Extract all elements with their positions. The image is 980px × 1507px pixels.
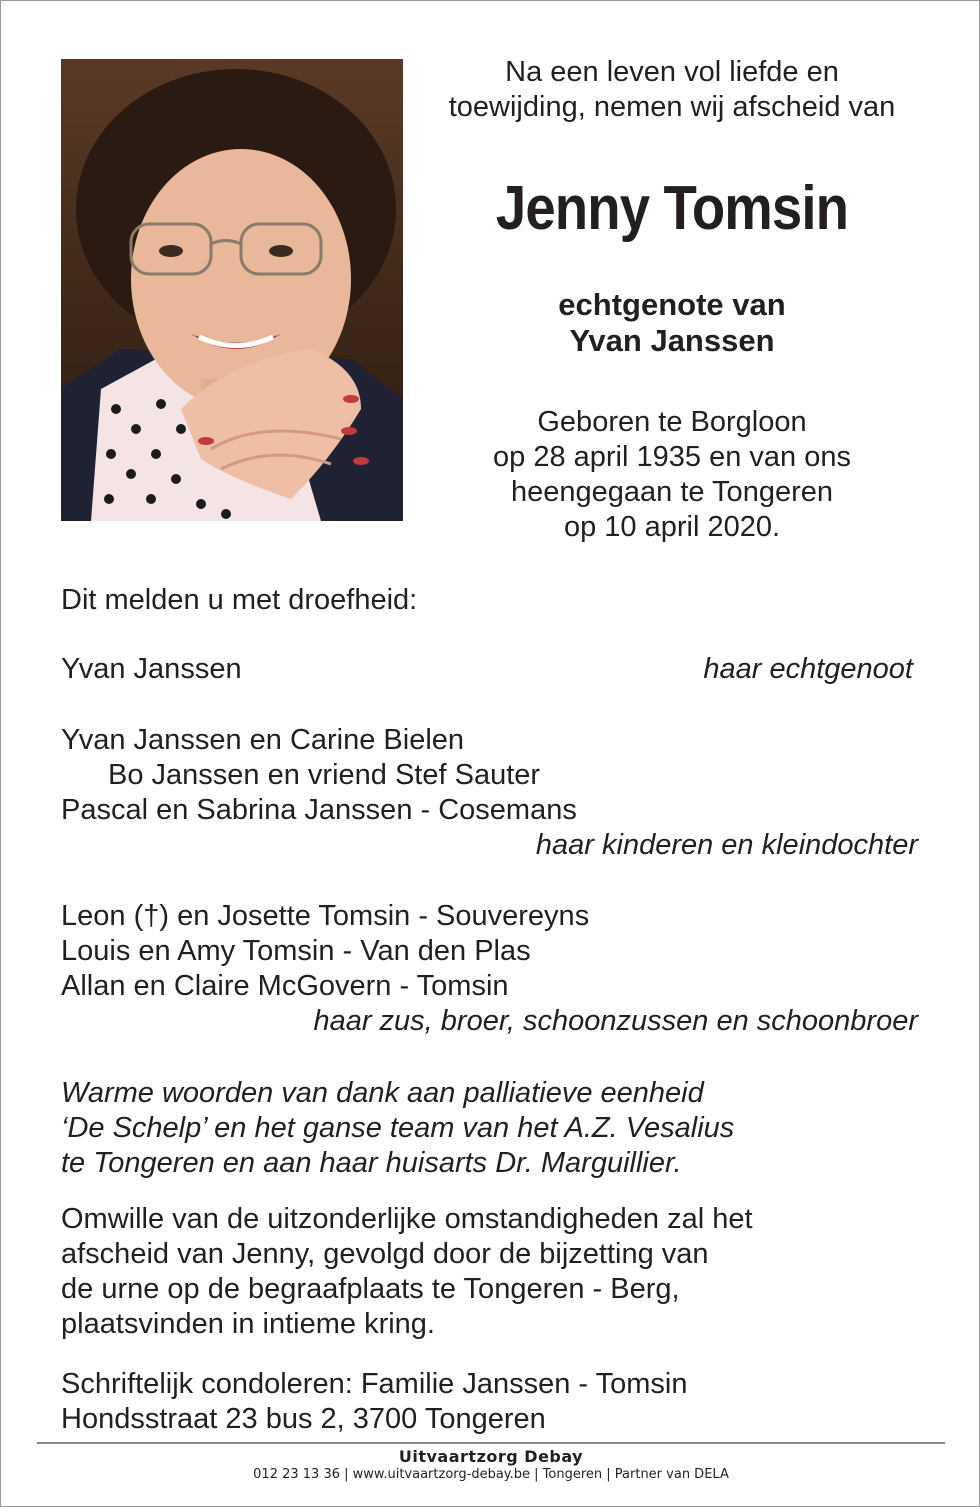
ceremony-line: plaatsvinden in intieme kring. [61,1308,435,1340]
thanks-line: te Tongeren en aan haar huisarts Dr. Marguillier. [61,1147,682,1179]
spouse-text [421,287,923,359]
thanks-line: ‘De Schelp’ en het ganse team van het A.Z. Vesalius [61,1112,735,1144]
family-line: Leon (†) en Josette Tomsin - Souvereyns [61,900,590,932]
family-line: Louis en Amy Tomsin - Van den Plas [61,935,531,967]
ceremony-line: Omwille van de uitzonderlijke omstandigheden zal het [61,1203,753,1235]
born-line: op 28 april 1935 en van ons [493,441,851,473]
siblings-relation: haar zus, broer, schoonzussen en schoonbroer [313,1005,918,1037]
thanks-line: Warme woorden van dank aan palliatieve eenheid [61,1077,704,1109]
husband-name: Yvan Janssen [61,653,242,685]
children-block [61,723,918,863]
intro-line: toewijding, nemen wij afscheid van [448,91,896,123]
intro-line: Na een leven vol liefde en [505,56,839,88]
born-line: heengegaan te Tongeren [511,476,833,508]
footer-divider [37,1442,945,1444]
condolences-address: Hondsstraat 23 bus 2, 3700 Tongeren [61,1403,546,1435]
portrait-illustration [61,59,403,521]
condolences-line: Schriftelijk condoleren: Familie Janssen - Tomsin [61,1368,688,1400]
ceremony-text [61,1202,753,1342]
condolences-text [61,1367,687,1437]
born-line: op 10 april 2020. [563,511,781,543]
husband-relation: haar echtgenoot [703,653,913,685]
thanks-text [61,1076,734,1181]
deceased-name: Jenny Tomsin [495,174,849,243]
family-line: Yvan Janssen en Carine Bielen [61,724,465,756]
announcement: Dit melden u met droefheid: [61,584,418,616]
family-line: Allan en Claire McGovern - Tomsin [61,970,509,1002]
spouse-line: Yvan Janssen [569,323,775,358]
funeral-company-details: 012 23 13 36 | www.uitvaartzorg-debay.be | Tongeren | Partner van DELA [253,1467,729,1482]
family-line: Bo Janssen en vriend Stef Sauter [108,759,541,791]
family-line: Pascal en Sabrina Janssen - Cosemans [61,794,577,826]
portrait-photo [61,59,403,521]
spouse-line: echtgenote van [558,287,786,322]
children-relation: haar kinderen en kleindochter [535,829,918,861]
birth-death-text [421,405,923,545]
siblings-block [61,899,918,1039]
intro-text [421,55,923,125]
ceremony-line: afscheid van Jenny, gevolgd door de bijzetting van [61,1238,709,1270]
funeral-company-name: Uitvaartzorg Debay [398,1447,584,1466]
ceremony-line: de urne op de begraafplaats te Tongeren - Berg, [61,1273,680,1305]
born-line: Geboren te Borgloon [537,406,807,438]
husband-row [61,652,918,687]
